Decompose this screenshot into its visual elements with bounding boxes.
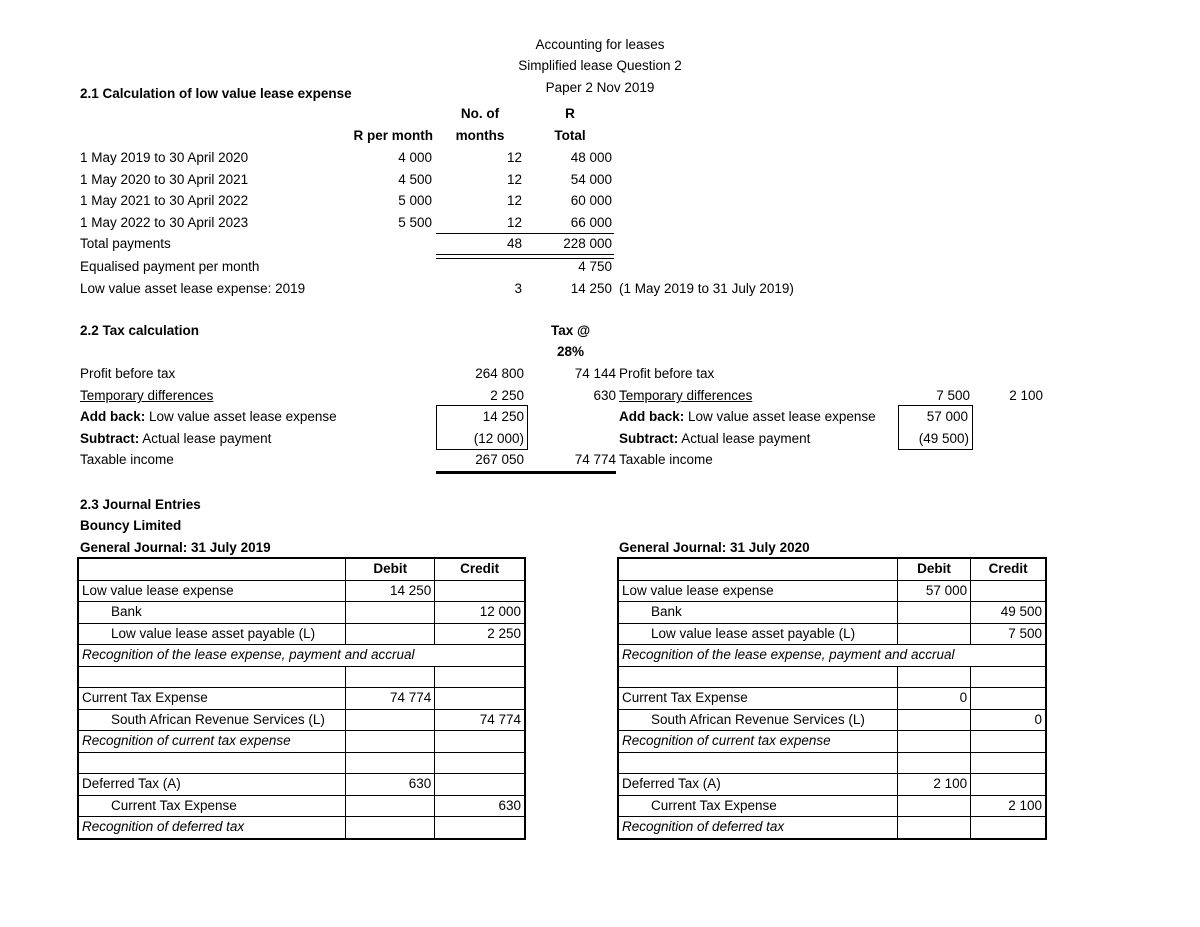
credit-cell: 630 bbox=[435, 795, 525, 817]
addback-amount-2020: 57 000 bbox=[926, 409, 968, 424]
lease-period-label: 1 May 2020 to 30 April 2021 bbox=[80, 172, 249, 187]
journal-narration-row bbox=[618, 817, 1046, 839]
narration-cell: Recognition of current tax expense bbox=[78, 731, 346, 753]
debit-cell bbox=[346, 709, 435, 731]
lease-months: 12 bbox=[506, 215, 522, 230]
profit-before-tax-label-2020: Profit before tax bbox=[619, 366, 715, 381]
credit-cell: 74 774 bbox=[435, 709, 525, 731]
total-payments-label: Total payments bbox=[80, 236, 171, 251]
journal-header-row bbox=[618, 558, 1046, 580]
debit-cell bbox=[897, 623, 970, 645]
account-cell: Current Tax Expense bbox=[618, 795, 897, 817]
journal-2019-title: General Journal: 31 July 2019 bbox=[80, 540, 271, 555]
subtract-prefix-2020: Subtract: bbox=[619, 431, 679, 446]
lease-months: 12 bbox=[506, 193, 522, 208]
journal-blank-row bbox=[618, 752, 1046, 774]
tax-rate-header-2: 28% bbox=[557, 344, 585, 359]
account-cell: Current Tax Expense bbox=[78, 688, 346, 710]
taxable-income-label-2020: Taxable income bbox=[619, 452, 713, 467]
journal-row bbox=[618, 709, 1046, 731]
subtract-text-2020: Actual lease payment bbox=[678, 431, 811, 446]
narration-cell: Recognition of the lease expense, payment and accrual bbox=[618, 645, 1046, 667]
tax-rate-header-1: Tax @ bbox=[551, 323, 591, 338]
credit-cell bbox=[971, 817, 1046, 839]
debit-cell bbox=[346, 666, 435, 688]
account-cell: Low value lease expense bbox=[78, 580, 346, 602]
journal-row bbox=[618, 774, 1046, 796]
taxable-income-label: Taxable income bbox=[80, 452, 174, 467]
debit-cell: 0 bbox=[897, 688, 970, 710]
account-cell: Low value lease asset payable (L) bbox=[78, 623, 346, 645]
col-per-month-header: R per month bbox=[353, 128, 433, 143]
debit-cell: 2 100 bbox=[897, 774, 970, 796]
narration-cell: Recognition of the lease expense, payment and accrual bbox=[78, 645, 525, 667]
lease-months: 12 bbox=[506, 172, 522, 187]
journal-row bbox=[78, 774, 525, 796]
temporary-differences-tax: 630 bbox=[593, 388, 616, 403]
credit-cell: 2 250 bbox=[435, 623, 525, 645]
journal-row bbox=[618, 795, 1046, 817]
lease-total: 48 000 bbox=[570, 150, 612, 165]
account-cell: Deferred Tax (A) bbox=[618, 774, 897, 796]
profit-before-tax-amount: 264 800 bbox=[475, 366, 524, 381]
credit-header: Credit bbox=[435, 558, 525, 580]
account-cell bbox=[78, 666, 346, 688]
temporary-differences-tax-2020: 2 100 bbox=[1009, 388, 1043, 403]
expense-2019-label: Low value asset lease expense: 2019 bbox=[80, 281, 306, 296]
journal-blank-row bbox=[618, 666, 1046, 688]
temporary-differences-amount: 2 250 bbox=[490, 388, 524, 403]
debit-cell bbox=[897, 731, 970, 753]
col-months-header-1: No. of bbox=[460, 106, 500, 121]
credit-cell bbox=[971, 580, 1046, 602]
debit-cell bbox=[346, 731, 435, 753]
profit-before-tax-tax: 74 144 bbox=[574, 366, 616, 381]
account-cell bbox=[618, 666, 897, 688]
account-cell bbox=[78, 752, 346, 774]
credit-cell bbox=[971, 666, 1046, 688]
credit-cell bbox=[435, 731, 525, 753]
journal-2020-title: General Journal: 31 July 2020 bbox=[619, 540, 810, 555]
section-2-1-title: 2.1 Calculation of low value lease expense bbox=[80, 86, 352, 101]
journal-row bbox=[618, 580, 1046, 602]
journal-2019-table bbox=[77, 557, 526, 840]
section-2-2-title: 2.2 Tax calculation bbox=[80, 323, 200, 338]
journal-blank-row bbox=[78, 752, 525, 774]
col-total-header-2: Total bbox=[554, 128, 586, 143]
expense-2019-note: (1 May 2019 to 31 July 2019) bbox=[619, 281, 794, 296]
lease-total: 66 000 bbox=[570, 215, 612, 230]
account-cell bbox=[618, 752, 897, 774]
credit-cell bbox=[971, 774, 1046, 796]
journal-row bbox=[78, 623, 525, 645]
temporary-differences-amount-2020: 7 500 bbox=[936, 388, 970, 403]
journal-row bbox=[78, 709, 525, 731]
debit-cell bbox=[346, 817, 435, 839]
account-cell: South African Revenue Services (L) bbox=[78, 709, 346, 731]
journal-row bbox=[78, 602, 525, 624]
temporary-differences-label-2020: Temporary differences bbox=[619, 388, 753, 403]
subtract-prefix: Subtract: bbox=[80, 431, 140, 446]
company-name: Bouncy Limited bbox=[80, 518, 182, 533]
lease-per-month: 4 500 bbox=[398, 172, 432, 187]
taxable-income-tax: 74 774 bbox=[574, 452, 616, 467]
lease-per-month: 5 500 bbox=[398, 215, 432, 230]
journal-2020-table bbox=[617, 557, 1047, 840]
journal-narration-row bbox=[78, 645, 525, 667]
lease-period-label: 1 May 2022 to 30 April 2023 bbox=[80, 215, 249, 230]
addback-prefix-2020: Add back: bbox=[619, 409, 685, 424]
debit-cell bbox=[897, 752, 970, 774]
account-header bbox=[78, 558, 346, 580]
account-cell: Current Tax Expense bbox=[78, 795, 346, 817]
journal-narration-row bbox=[78, 731, 525, 753]
debit-cell bbox=[346, 795, 435, 817]
journal-header-row bbox=[78, 558, 525, 580]
addback-prefix: Add back: bbox=[80, 409, 146, 424]
subtract-amount: (12 000) bbox=[473, 431, 524, 446]
addback-label-2020 bbox=[619, 408, 876, 426]
credit-cell: 12 000 bbox=[435, 602, 525, 624]
account-header bbox=[618, 558, 897, 580]
credit-cell bbox=[435, 666, 525, 688]
addback-amount: 14 250 bbox=[482, 409, 524, 424]
journal-blank-row bbox=[78, 666, 525, 688]
credit-cell: 2 100 bbox=[971, 795, 1046, 817]
lease-per-month: 5 000 bbox=[398, 193, 432, 208]
taxable-income-rule bbox=[436, 471, 616, 474]
narration-cell: Recognition of deferred tax bbox=[78, 817, 346, 839]
account-cell: Bank bbox=[618, 602, 897, 624]
lease-per-month: 4 000 bbox=[398, 150, 432, 165]
journal-row bbox=[618, 623, 1046, 645]
debit-cell bbox=[897, 817, 970, 839]
equalised-amount: 4 750 bbox=[578, 259, 612, 274]
journal-row bbox=[78, 795, 525, 817]
credit-cell bbox=[435, 580, 525, 602]
debit-cell bbox=[346, 602, 435, 624]
profit-before-tax-label: Profit before tax bbox=[80, 366, 176, 381]
col-total-header-1: R bbox=[565, 106, 575, 121]
lease-total: 60 000 bbox=[570, 193, 612, 208]
credit-cell bbox=[971, 752, 1046, 774]
journal-row bbox=[618, 602, 1046, 624]
credit-cell bbox=[435, 817, 525, 839]
addback-label bbox=[80, 408, 337, 426]
lease-period-label: 1 May 2021 to 30 April 2022 bbox=[80, 193, 249, 208]
doc-paper: Paper 2 Nov 2019 bbox=[545, 80, 655, 95]
lease-period-label: 1 May 2019 to 30 April 2020 bbox=[80, 150, 249, 165]
subtotal-rule bbox=[436, 233, 614, 234]
debit-cell bbox=[897, 795, 970, 817]
credit-cell: 0 bbox=[971, 709, 1046, 731]
subtract-label bbox=[80, 430, 271, 448]
credit-cell: 7 500 bbox=[971, 623, 1046, 645]
narration-cell: Recognition of current tax expense bbox=[618, 731, 897, 753]
debit-cell: 14 250 bbox=[346, 580, 435, 602]
journal-row bbox=[618, 688, 1046, 710]
debit-cell bbox=[346, 752, 435, 774]
account-cell: Low value lease expense bbox=[618, 580, 897, 602]
credit-cell bbox=[971, 731, 1046, 753]
doc-title: Accounting for leases bbox=[535, 37, 665, 52]
journal-narration-row bbox=[618, 731, 1046, 753]
credit-cell: 49 500 bbox=[971, 602, 1046, 624]
section-2-3-title: 2.3 Journal Entries bbox=[80, 497, 201, 512]
subtract-text: Actual lease payment bbox=[139, 431, 272, 446]
addback-text-2020: Low value asset lease expense bbox=[684, 409, 876, 424]
narration-cell: Recognition of deferred tax bbox=[618, 817, 897, 839]
expense-2019-months: 3 bbox=[514, 281, 522, 296]
credit-cell bbox=[435, 688, 525, 710]
subtract-label-2020 bbox=[619, 430, 810, 448]
lease-total: 54 000 bbox=[570, 172, 612, 187]
credit-cell bbox=[435, 774, 525, 796]
subtract-amount-2020: (49 500) bbox=[918, 431, 969, 446]
equalised-label: Equalised payment per month bbox=[80, 259, 260, 274]
journal-row bbox=[78, 688, 525, 710]
credit-cell bbox=[971, 688, 1046, 710]
debit-cell bbox=[897, 709, 970, 731]
account-cell: Bank bbox=[78, 602, 346, 624]
taxable-income-amount: 267 050 bbox=[475, 452, 524, 467]
account-cell: Current Tax Expense bbox=[618, 688, 897, 710]
account-cell: Low value lease asset payable (L) bbox=[618, 623, 897, 645]
debit-cell bbox=[346, 623, 435, 645]
col-months-header-2: months bbox=[455, 128, 505, 143]
debit-cell bbox=[897, 602, 970, 624]
credit-cell bbox=[435, 752, 525, 774]
debit-cell bbox=[897, 666, 970, 688]
journal-narration-row bbox=[618, 645, 1046, 667]
debit-cell: 57 000 bbox=[897, 580, 970, 602]
journal-narration-row bbox=[78, 817, 525, 839]
account-cell: Deferred Tax (A) bbox=[78, 774, 346, 796]
lease-months: 12 bbox=[506, 150, 522, 165]
total-months: 48 bbox=[506, 236, 522, 251]
temporary-differences-label: Temporary differences bbox=[80, 388, 214, 403]
expense-2019-amount: 14 250 bbox=[570, 281, 612, 296]
credit-header: Credit bbox=[971, 558, 1046, 580]
debit-header: Debit bbox=[897, 558, 970, 580]
debit-cell: 74 774 bbox=[346, 688, 435, 710]
debit-cell: 630 bbox=[346, 774, 435, 796]
doc-subtitle: Simplified lease Question 2 bbox=[518, 58, 682, 73]
total-payments-amount: 228 000 bbox=[563, 236, 612, 251]
account-cell: South African Revenue Services (L) bbox=[618, 709, 897, 731]
journal-row bbox=[78, 580, 525, 602]
debit-header: Debit bbox=[346, 558, 435, 580]
addback-text: Low value asset lease expense bbox=[145, 409, 337, 424]
